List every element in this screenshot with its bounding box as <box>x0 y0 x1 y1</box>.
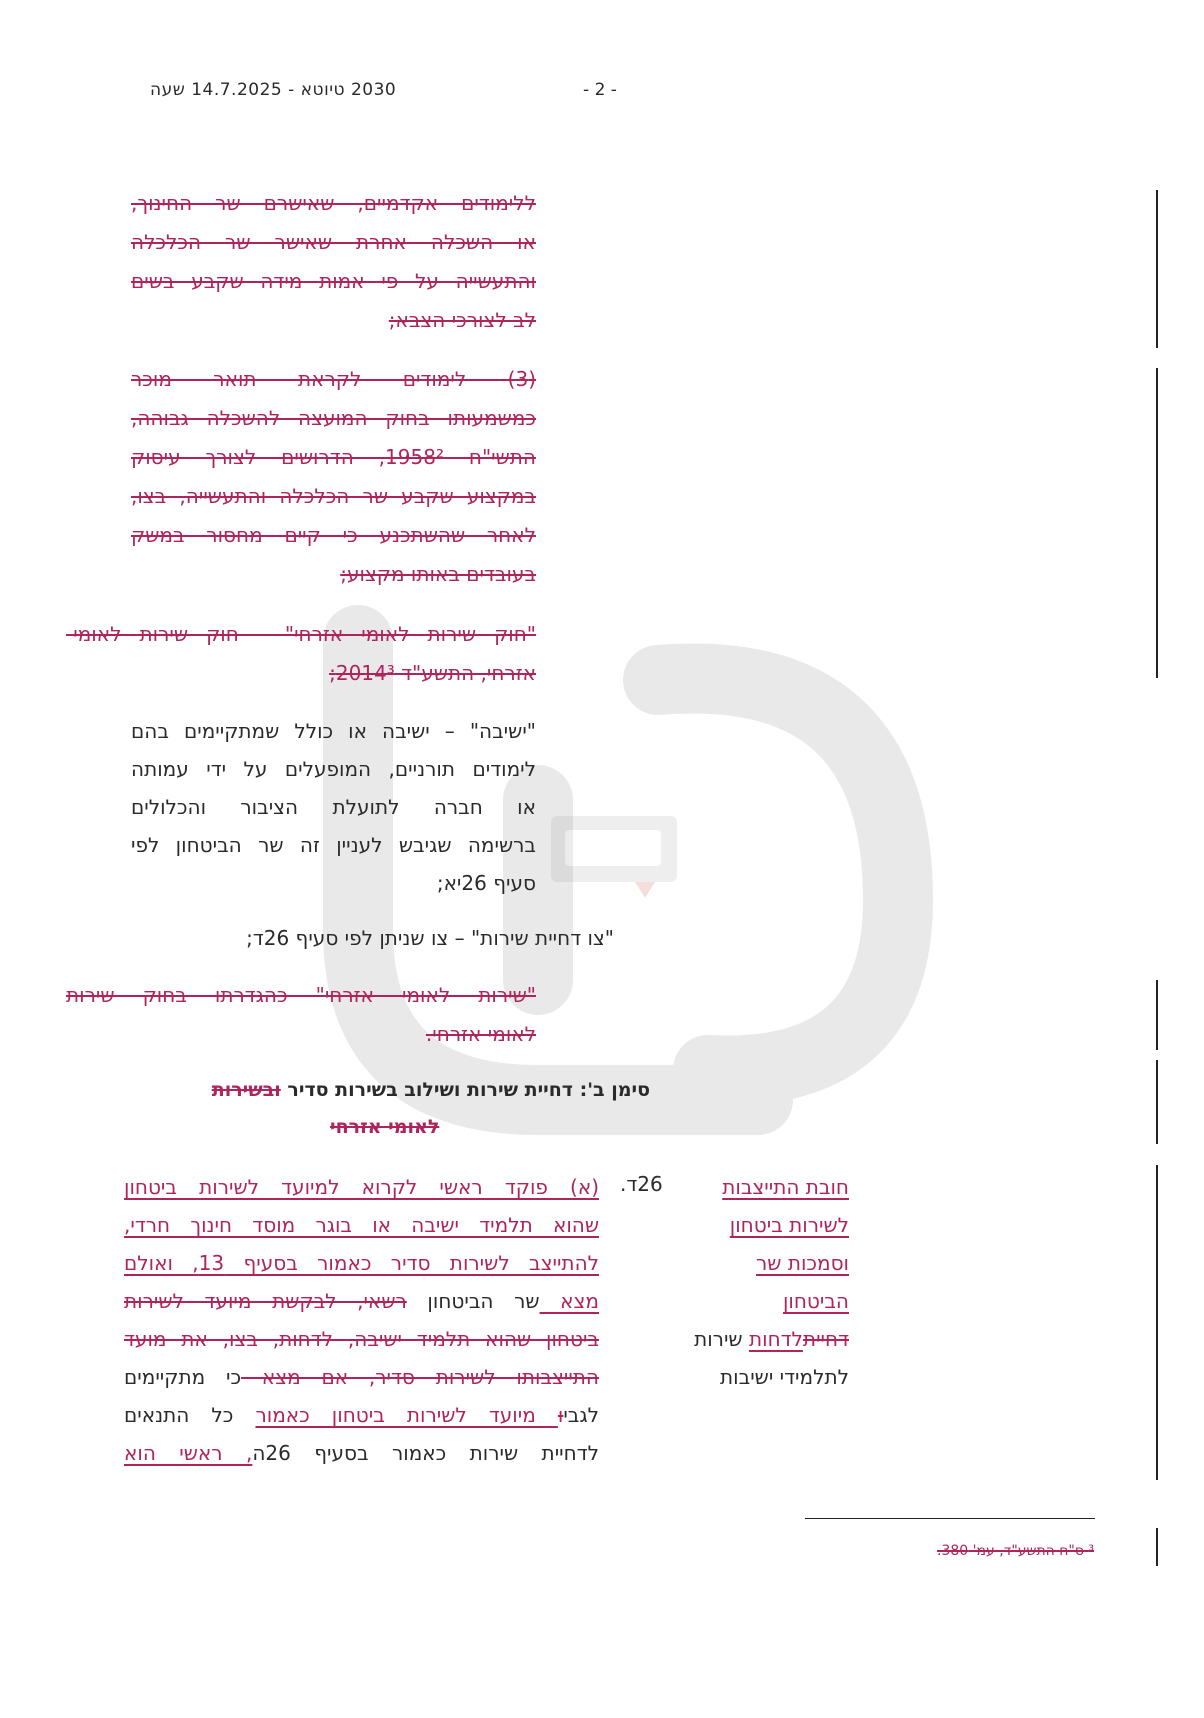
definition-line: סעיף 26יא; <box>436 871 536 895</box>
text-line: והתעשייה על פי אמות מידה שקבע בשים <box>131 269 536 293</box>
revision-bar <box>1156 1060 1158 1144</box>
section-line: (א) פוקד ראשי לקרוא למיועד לשירות ביטחון <box>124 1175 599 1199</box>
inserted-text: מיועד לשירות ביטחון כאמור <box>255 1403 558 1427</box>
text-line: אזרחי, התשע"ד 2014³; <box>329 661 536 685</box>
sidenote-text: שירות <box>694 1327 749 1351</box>
inserted-text: ביטחון <box>729 1213 783 1237</box>
text-line: לאומי אזרחי. <box>425 1022 536 1046</box>
deleted-text: לאומי אזרחי <box>330 1116 440 1138</box>
inserted-text: לשירות <box>782 1213 849 1237</box>
section-sidenote <box>659 1168 849 1396</box>
section-number: 26ד. <box>620 1172 663 1196</box>
section-line <box>124 1362 599 1392</box>
section-text: לדחיית שירות כאמור בסעיף 26ה <box>252 1441 599 1465</box>
sidenote-text: לתלמידי ישיבות <box>720 1365 849 1389</box>
revision-bar <box>1156 1528 1158 1566</box>
text-line: לאחר שהשתכנע כי קיים מחסור במשק <box>131 523 536 547</box>
chapter-heading-text: סימן ב': דחיית שירות ושילוב בשירות סדיר <box>280 1079 650 1101</box>
section-text: שר הביטחון <box>406 1289 540 1313</box>
section-text: כל התנאים <box>124 1403 256 1427</box>
draft-stamp: 2030 טיוטא - 14.7.2025 שעה <box>150 80 397 100</box>
revision-bar <box>1156 190 1158 348</box>
text-line: במקצוע שקבע שר הכלכלה והתעשייה, בצו, <box>131 484 536 508</box>
section-text: לגבי <box>563 1403 599 1427</box>
deleted-text: התייצבותו לשירות סדיר, אם מצא <box>241 1365 600 1389</box>
definition-line: ברשימה שגיבש לעניין זה שר הביטחון לפי <box>131 833 536 857</box>
page-number: - 2 - <box>583 80 617 100</box>
definition-line: "צו דחיית שירות" – צו שניתן לפי סעיף 26ד; <box>246 926 614 950</box>
chapter-heading <box>212 1075 650 1105</box>
definition-line: "ישיבה" – ישיבה או כולל שמתקיימים בהם <box>131 719 536 743</box>
definition-line: לימודים תורניים, המופעלים על ידי עמותה <box>131 757 536 781</box>
section-line <box>124 1400 599 1430</box>
inserted-text: לדחות <box>748 1327 803 1351</box>
inserted-text: וסמכות שר <box>756 1251 849 1275</box>
text-line: בעובדים באותו מקצוע; <box>340 562 536 586</box>
revision-bar <box>1156 368 1158 678</box>
section-line <box>124 1286 599 1316</box>
text-line: כמשמעותו בחוק המועצה להשכלה גבוהה, <box>131 406 536 430</box>
section-line: שהוא תלמיד ישיבה או בוגר מוסד חינוך חרדי, <box>124 1213 599 1237</box>
section-line <box>124 1438 599 1468</box>
text-line: או השכלה אחרת שאישר שר הכלכלה <box>131 230 536 254</box>
text-line: לב לצורכי הצבא; <box>388 308 536 332</box>
inserted-text: , ראשי הוא <box>124 1441 253 1465</box>
deleted-text: ובשירות <box>211 1079 281 1101</box>
inserted-text: הביטחון <box>782 1289 849 1313</box>
deleted-text: דחיית <box>802 1327 849 1351</box>
footnote: ³ ס"ח התשע"ד, עמ' 380. <box>937 1543 1094 1559</box>
text-line: התשי"ח 1958², הדרושים לצורך עיסוק <box>131 445 536 469</box>
inserted-text: חובת התייצבות <box>722 1175 849 1199</box>
footnote-separator <box>805 1518 1095 1519</box>
revision-bar <box>1156 1165 1158 1480</box>
section-line: ביטחון שהוא תלמיד ישיבה, לדחות, בצו, את מועד <box>124 1327 599 1351</box>
section-line: להתייצב לשירות סדיר כאמור בסעיף 13, ואולם <box>124 1251 600 1275</box>
news-brand-logo <box>545 808 683 900</box>
text-line: "חוק שירות לאומי אזרחי" – חוק שירות לאומי- <box>66 622 536 646</box>
text-line: (3) לימודים לקראת תואר מוכר <box>131 367 536 391</box>
text-line: "שירות לאומי אזרחי" כהגדרתו בחוק שירות <box>66 983 536 1007</box>
deleted-text: רשאי, לבקשת מיועד לשירות <box>124 1289 407 1313</box>
section-text: כי מתקיימים <box>124 1365 242 1389</box>
definition-line: או חברה לתועלת הציבור והכלולים <box>131 795 536 819</box>
deleted-text: ו <box>557 1403 564 1427</box>
text-line: ללימודים אקדמיים, שאישרם שר החינוך, <box>131 191 536 215</box>
inserted-text: מצא <box>539 1289 599 1313</box>
revision-bar <box>1156 980 1158 1050</box>
